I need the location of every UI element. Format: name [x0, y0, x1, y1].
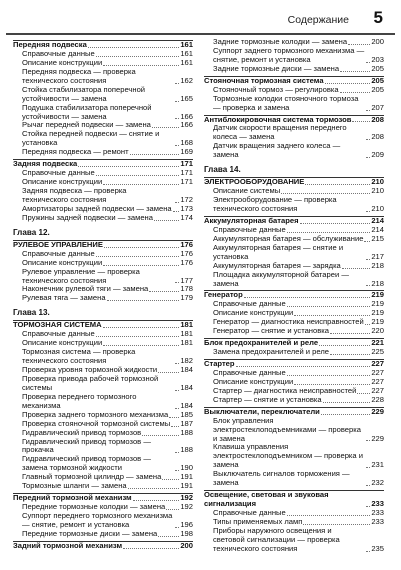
dot-leader [103, 327, 180, 328]
toc-entry[interactable] [204, 142, 384, 160]
dot-leader [175, 145, 179, 146]
dot-leader [103, 345, 179, 346]
toc-page-number: 171 [180, 177, 193, 187]
dot-leader [103, 65, 179, 66]
toc-entry[interactable] [13, 86, 193, 104]
toc-page-number: 208 [371, 132, 384, 142]
toc-page-number: 220 [371, 326, 384, 336]
toc-entry-title: Генератор — диагностика неисправностей [213, 317, 364, 327]
dot-leader [123, 548, 179, 549]
toc-entry[interactable] [13, 68, 193, 86]
toc-entry-title: Проверка заднего тормозного механизма [22, 409, 169, 419]
toc-entry-title: Стартер — диагностика неисправностей [213, 385, 357, 395]
toc-page-number: 188 [180, 445, 193, 455]
toc-entry-title: Описание конструкции [22, 177, 103, 187]
toc-entry-title: Гидравлический привод тормозов — замена тормозной жидкости [22, 454, 151, 473]
toc-entry-title: Рулевое управление — проверка технического состояния [22, 266, 140, 285]
toc-page-number: 207 [371, 102, 384, 112]
dot-leader [173, 211, 180, 212]
dot-leader [365, 324, 371, 325]
toc-page-number: 173 [180, 203, 193, 213]
toc-entry-title: Описание конструкции [22, 57, 103, 67]
toc-page-number: 177 [180, 275, 193, 285]
toc-left-column [13, 38, 193, 551]
dot-leader [88, 47, 180, 48]
toc-entry-title: Тормозные колодки стояночного тормоза — проверка и замена [213, 93, 359, 112]
toc-entry[interactable] [13, 512, 193, 530]
toc-entry-title: Рычаг передней подвески — замена [22, 120, 151, 130]
toc-entry[interactable] [204, 196, 384, 214]
toc-page-number: 187 [180, 418, 193, 428]
dot-leader [171, 426, 179, 427]
toc-entry-title: Аккумуляторная батарея [204, 215, 299, 225]
toc-entry[interactable] [13, 455, 193, 473]
toc-entry-title: Справочные данные [213, 508, 286, 517]
dot-leader [340, 92, 371, 93]
toc-entry[interactable] [204, 271, 384, 289]
toc-entry[interactable] [13, 482, 193, 491]
toc-entry-title: Справочные данные [22, 168, 95, 178]
dot-leader [154, 220, 179, 221]
dot-leader [366, 506, 370, 507]
toc-entry-title: Наконечник рулевой тяги — замена [22, 284, 149, 294]
toc-entry-title: Блок управления электростеклоподъемниками — проверка и замена [213, 415, 361, 443]
toc-entry-title: Тормозные шланги — замена [22, 481, 127, 491]
dot-leader [319, 345, 370, 346]
toc-page-number: 182 [180, 356, 193, 366]
toc-entry-title: Амортизаторы задней подвески — замена [22, 203, 172, 213]
toc-entry-title: Замена предохранителей и реле [213, 347, 329, 357]
toc-page-number: 165 [180, 93, 193, 103]
toc-entry[interactable] [13, 530, 193, 539]
dot-leader [321, 414, 371, 415]
dot-leader [330, 354, 370, 355]
toc-page-number: 231 [371, 460, 384, 470]
dot-leader [366, 211, 370, 212]
dot-leader [175, 470, 179, 471]
toc-entry[interactable] [13, 214, 193, 223]
toc-section-heading[interactable] [204, 490, 384, 509]
toc-entry[interactable] [204, 417, 384, 444]
dot-leader [96, 175, 180, 176]
dot-leader [175, 452, 179, 453]
dot-leader [175, 202, 179, 203]
toc-page-number: 196 [180, 519, 193, 529]
toc-entry-title: ТОРМОЗНАЯ СИСТЕМА [13, 320, 102, 330]
toc-entry-title: Антиблокировочная система тормозов [204, 114, 352, 124]
toc-page-number: 200 [371, 37, 384, 46]
toc-page-number: 228 [371, 394, 384, 404]
toc-entry-title: Справочные данные [22, 248, 95, 258]
toc-entry-title: Приборы наружного освещения и световой сигнализации — проверка технического состояния [213, 525, 340, 553]
dot-leader [366, 467, 370, 468]
toc-page-number: 219 [371, 290, 384, 300]
dot-leader [130, 154, 180, 155]
toc-page-number: 184 [180, 365, 193, 374]
toc-page-number: 185 [180, 409, 193, 419]
toc-entry-title: Справочные данные [213, 367, 286, 377]
toc-entry-title: Пружины задней подвески — замена [22, 212, 153, 222]
dot-leader [175, 527, 179, 528]
dot-leader [348, 44, 370, 45]
toc-page-number: 208 [371, 114, 384, 124]
toc-entry-title: Освещение, световая и звуковая сигнализация [204, 490, 329, 509]
toc-entry-title: Рулевая тяга — замена [22, 293, 106, 303]
toc-entry[interactable] [204, 95, 384, 113]
dot-leader [175, 363, 179, 364]
dot-leader [366, 440, 370, 441]
dot-leader [166, 509, 179, 510]
toc-entry-title: Проверка привода рабочей тормозной системы [22, 373, 159, 392]
chapter-label: Глава 13. [13, 308, 50, 318]
toc-page-number: 184 [180, 400, 193, 410]
toc-entry[interactable] [13, 268, 193, 286]
toc-page-number: 210 [371, 186, 384, 196]
dot-leader [104, 247, 179, 248]
dot-leader [325, 83, 371, 84]
dot-leader [294, 315, 370, 316]
toc-page-number: 233 [371, 516, 384, 526]
toc-page-number: 174 [180, 212, 193, 222]
toc-entry[interactable] [13, 375, 193, 393]
toc-page-number: 210 [371, 204, 384, 213]
toc-entry[interactable] [13, 438, 193, 456]
dot-leader [152, 127, 179, 128]
dot-leader [366, 259, 370, 260]
toc-entry-title: Передняя подвеска — ремонт [22, 147, 129, 157]
toc-entry-title: Гидравлический привод тормозов — прокачка [22, 436, 151, 455]
toc-entry[interactable] [204, 47, 384, 65]
dot-leader [305, 184, 370, 185]
toc-page-number: 219 [371, 317, 384, 327]
toc-page-number: 161 [180, 40, 193, 49]
toc-entry[interactable] [13, 148, 193, 157]
toc-entry[interactable] [204, 527, 384, 554]
dot-leader [366, 285, 370, 286]
dot-leader [236, 366, 371, 367]
toc-entry[interactable] [13, 130, 193, 148]
toc-entry-title: Аккумуляторная батарея — снятие и установка [213, 242, 344, 261]
toc-entry-title: Блок предохранителей и реле [204, 338, 319, 348]
toc-entry-title: Стояночная тормозная система [204, 75, 324, 85]
toc-page-number: 176 [180, 248, 193, 258]
toc-entry[interactable] [204, 443, 384, 470]
toc-page-number: 192 [180, 493, 193, 503]
toc-entry[interactable] [204, 348, 384, 357]
dot-leader [287, 375, 371, 376]
toc-page-number: 219 [371, 308, 384, 318]
dot-leader [352, 121, 370, 122]
toc-page-number: 181 [180, 338, 193, 348]
dot-leader [303, 524, 370, 525]
dot-leader [175, 282, 179, 283]
toc-entry-title: Описание конструкции [213, 376, 294, 386]
header-title: Содержание [287, 14, 349, 26]
toc-entry-title: РУЛЕВОЕ УПРАВЛЕНИЕ [13, 239, 103, 249]
dot-leader [366, 485, 370, 486]
toc-page-number: 210 [371, 177, 384, 187]
toc-page-number: 161 [180, 48, 193, 58]
dot-leader [323, 402, 371, 403]
toc-entry-title: Передняя подвеска [13, 40, 87, 49]
toc-entry-title: Задняя подвеска — проверка технического состояния [22, 186, 127, 204]
toc-page-number: 188 [180, 427, 193, 437]
toc-entry[interactable] [204, 244, 384, 262]
toc-entry-title: Справочные данные [22, 48, 95, 58]
toc-entry-title: Генератор — снятие и установка [213, 326, 329, 336]
dot-leader [158, 372, 179, 373]
toc-page-number: 179 [180, 293, 193, 303]
toc-entry[interactable] [204, 327, 384, 336]
toc-page-number: 181 [180, 329, 193, 339]
toc-page-number: 166 [180, 120, 193, 130]
toc-entry-title: Гидравлический привод тормозов [22, 427, 142, 437]
toc-page-number: 215 [371, 233, 384, 243]
toc-page-number: 205 [371, 63, 384, 73]
toc-page-number: 176 [180, 239, 193, 249]
toc-page-number: 172 [180, 194, 193, 204]
dot-leader [342, 268, 371, 269]
toc-page-number: 214 [371, 215, 384, 225]
toc-page-number: 192 [180, 502, 193, 512]
dot-leader [78, 166, 179, 167]
dot-leader [96, 256, 180, 257]
toc-entry-title: Передние тормозные колодки — замена [22, 502, 166, 512]
dot-leader [133, 500, 180, 501]
toc-entry-title: Электрооборудование — проверка технического состояния [213, 195, 337, 213]
toc-entry-title: Подушка стабилизатора поперечной устойчивости — замена [22, 102, 152, 121]
toc-page-number: 227 [371, 385, 384, 395]
toc-entry-title: ЭЛЕКТРООБОРУДОВАНИЕ [204, 177, 305, 187]
toc-page-number: 181 [180, 320, 193, 330]
toc-page-number: 229 [371, 433, 384, 443]
toc-entry-title: Стояночный тормоз — регулировка [213, 84, 339, 94]
toc-entry-title: Справочные данные [213, 224, 286, 234]
toc-entry-title: Генератор [204, 290, 243, 300]
dot-leader [175, 83, 179, 84]
toc-page-number: 191 [180, 481, 193, 491]
toc-entry-title: Проверка стояночной тормозной системы [22, 418, 171, 428]
toc-entry-title: Описание системы [213, 186, 281, 196]
toc-entry-title: Передняя подвеска — проверка технического состояния [22, 66, 136, 85]
header-divider [6, 33, 395, 35]
dot-leader [294, 384, 370, 385]
dot-leader [175, 408, 179, 409]
dot-leader [158, 536, 179, 537]
toc-entry-title: Суппорт переднего тормозного механизма — снятие, ремонт и установка [22, 511, 173, 529]
toc-entry-title: Главный тормозной цилиндр — замена [22, 472, 162, 482]
toc-page-number: 161 [180, 57, 193, 67]
dot-leader [357, 393, 370, 394]
dot-leader [366, 551, 370, 552]
dot-leader [364, 241, 370, 242]
toc-page-number: 235 [371, 543, 384, 553]
toc-page-number: 225 [371, 347, 384, 357]
toc-entry-title: Справочные данные [213, 299, 286, 309]
toc-entry-title: Типы применяемых ламп [213, 516, 303, 526]
toc-page-number: 205 [371, 84, 384, 94]
toc-entry-title: Выключатели, переключатели [204, 406, 320, 416]
toc-page-number: 178 [180, 284, 193, 294]
toc-entry[interactable] [204, 65, 384, 74]
toc-entry-title: Задние тормозные колодки — замена [213, 37, 348, 46]
toc-entry-title: Аккумуляторная батарея — зарядка [213, 260, 341, 270]
toc-page-number: 190 [180, 463, 193, 473]
toc-entry-title: Стартер [204, 359, 235, 368]
toc-entry[interactable] [204, 470, 384, 488]
dot-leader [142, 435, 179, 436]
toc-entry-title: Передние тормозные диски — замена [22, 528, 158, 538]
dot-leader [281, 193, 370, 194]
dot-leader [96, 336, 180, 337]
toc-page-number: 218 [371, 278, 384, 288]
toc-entry-title: Клавиша управления электростеклоподъемником — проверка и замена [213, 442, 363, 470]
toc-page-number: 166 [180, 111, 193, 121]
dot-leader [175, 118, 179, 119]
dot-leader [287, 515, 371, 516]
toc-entry[interactable] [204, 124, 384, 142]
toc-entry-title: Описание конструкции [22, 257, 103, 267]
toc-page-number: 205 [371, 75, 384, 85]
dot-leader [103, 265, 179, 266]
dot-leader [340, 71, 370, 72]
toc-entry-title: Проверка уровня тормозной жидкости [22, 365, 158, 374]
toc-page-number: 191 [180, 472, 193, 482]
dot-leader [300, 223, 371, 224]
dot-leader [175, 390, 179, 391]
toc-page-number: 227 [371, 359, 384, 368]
toc-entry-title: Выключатель сигналов торможения — замена [213, 469, 350, 488]
page-number: 5 [373, 8, 383, 27]
toc-entry-title: Аккумуляторная батарея — обслуживание [213, 233, 364, 243]
toc-entry-title: Описание конструкции [213, 308, 294, 318]
toc-page-number: 203 [371, 54, 384, 64]
toc-entry[interactable] [204, 396, 384, 405]
toc-entry[interactable] [13, 187, 193, 205]
toc-entry[interactable] [13, 294, 193, 303]
dot-leader [366, 139, 370, 140]
dot-leader [107, 300, 180, 301]
toc-entry[interactable] [13, 393, 193, 411]
dot-leader [103, 184, 179, 185]
toc-entry-title: Суппорт заднего тормозного механизма — снятие, ремонт и установка [213, 45, 365, 64]
toc-entry-title: Задняя подвеска [13, 159, 78, 169]
toc-page-number: 214 [371, 224, 384, 234]
toc-entry[interactable] [13, 348, 193, 366]
toc-entry-title: Датчик скорости вращения переднего колеса — замена [213, 123, 347, 142]
dot-leader [128, 488, 180, 489]
toc-right-column [204, 38, 384, 554]
toc-entry-title: Описание конструкции [22, 338, 103, 348]
toc-page-number: 162 [180, 75, 193, 85]
dot-leader [169, 417, 179, 418]
toc-page-number: 227 [371, 376, 384, 386]
toc-entry[interactable] [13, 104, 193, 122]
toc-page-number: 217 [371, 251, 384, 261]
dot-leader [244, 297, 371, 298]
toc-page-number: 171 [180, 168, 193, 178]
toc-section-heading[interactable] [13, 541, 193, 551]
toc-entry-title: Проверка переднего тормозного механизма [22, 391, 137, 410]
toc-entry-title: Справочные данные [22, 329, 95, 339]
toc-page-number: 198 [180, 528, 193, 538]
dot-leader [287, 232, 371, 233]
dot-leader [149, 291, 179, 292]
dot-leader [175, 101, 179, 102]
chapter-label: Глава 12. [13, 227, 50, 237]
dot-leader [366, 62, 370, 63]
toc-page-number: 232 [371, 478, 384, 488]
toc-entry-title: Датчик вращения заднего колеса — замена [213, 141, 341, 160]
toc-page-number: 219 [371, 299, 384, 309]
toc-page-number: 221 [371, 338, 384, 348]
toc-entry-title: Стойка передней подвески — снятие и установка [22, 129, 160, 148]
toc-page-number: 176 [180, 257, 193, 267]
toc-entry-title: Задние тормозные диски — замена [213, 63, 340, 73]
toc-entry-title: Тормозная система — проверка технического состояния [22, 347, 136, 366]
toc-page-number: 233 [371, 508, 384, 517]
toc-page-number: 200 [180, 540, 193, 550]
dot-leader [330, 333, 370, 334]
toc-entry-title: Площадка аккумуляторной батареи — замена [213, 269, 349, 288]
toc-entry-title: Передний тормозной механизм [13, 493, 132, 503]
toc-page-number: 169 [180, 147, 193, 157]
toc-page-number: 184 [180, 382, 193, 392]
toc-page-number: 209 [371, 150, 384, 160]
toc-page-number: 233 [371, 499, 384, 509]
chapter-label: Глава 14. [204, 165, 241, 175]
dot-leader [96, 56, 180, 57]
dot-leader [162, 479, 179, 480]
dot-leader [366, 110, 370, 111]
toc-page-number: 218 [371, 260, 384, 270]
toc-entry-title: Стойка стабилизатора поперечной устойчивости — замена [22, 84, 146, 103]
toc-page-number: 227 [371, 367, 384, 377]
toc-page-number: 171 [180, 159, 193, 169]
dot-leader [287, 306, 371, 307]
page-header [0, 0, 401, 32]
toc-page-number: 168 [180, 138, 193, 148]
dot-leader [366, 157, 370, 158]
toc-entry-title: Задний тормозной механизм [13, 540, 123, 550]
toc-page-number: 229 [371, 406, 384, 416]
toc-entry-title: Стартер — снятие и установка [213, 394, 322, 404]
